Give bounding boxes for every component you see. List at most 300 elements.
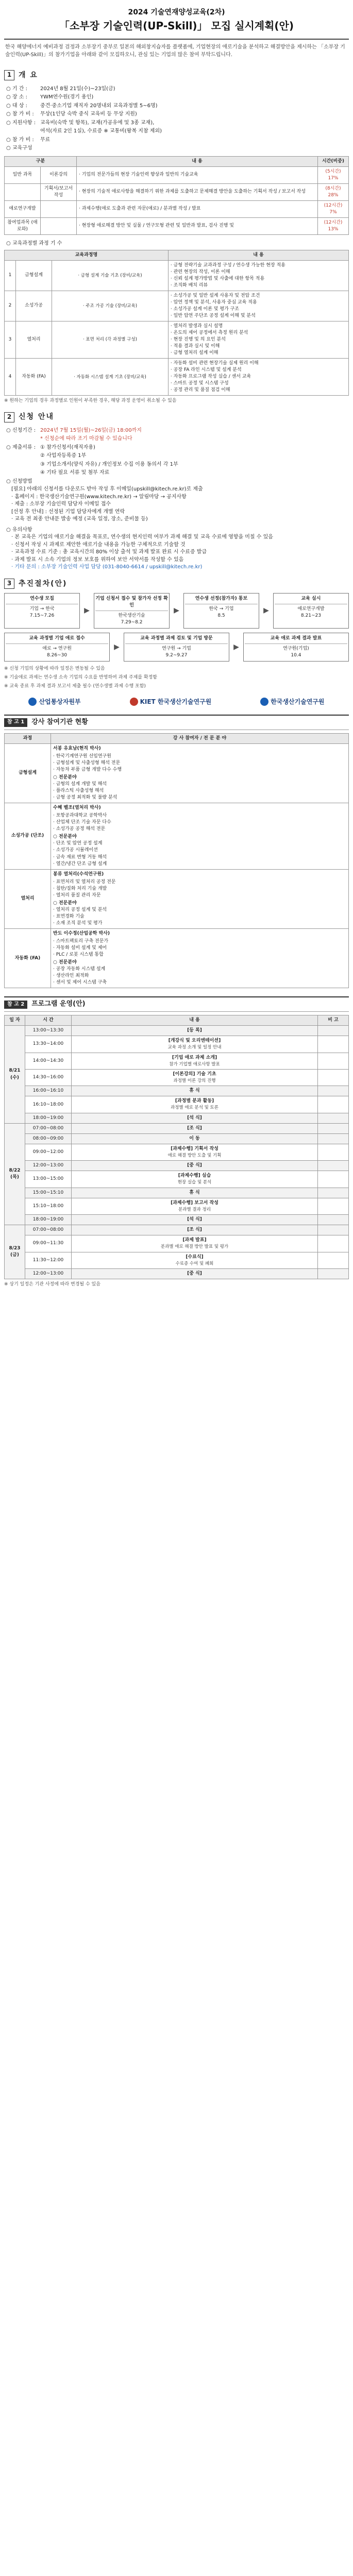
- step-title: 연수생 모집: [6, 596, 78, 604]
- application-item: [6, 444, 349, 452]
- item-value: 교육비(숙박 및 항목), 교재(가공유에 및 3종 교재),: [40, 120, 155, 126]
- process-note: ※ 신청 기업의 상황에 따라 일정은 변동될 수 있음: [4, 666, 105, 672]
- item-value: [40, 478, 349, 486]
- schedule-row: [5, 1188, 349, 1198]
- process-step: [4, 633, 110, 662]
- cell-date: 8/22 (목): [5, 1123, 25, 1225]
- expertise-item: · 금형 공정 최적화 및 불량 분석: [53, 795, 117, 801]
- cell-content: [72, 1096, 318, 1113]
- cell-content: [72, 1171, 318, 1188]
- cell-content: [72, 1036, 318, 1053]
- expertise-item: · 표면경화 기술: [53, 913, 85, 919]
- cell-instructor: [51, 928, 349, 988]
- table-row: [5, 321, 349, 358]
- instructor-career: · 한국기계연구원 선임연구원: [53, 753, 111, 759]
- cell-course: 자동화 (FA): [5, 928, 51, 988]
- section-number: 2: [4, 412, 14, 422]
- cell-no: 2: [5, 291, 16, 321]
- process-step: [4, 593, 80, 629]
- item-key: ○ 신청방법: [6, 478, 32, 484]
- cell-content: · 현장의 기술적 애로사항을 해결하기 위한 과제를 도출하고 문제해결 방안을 도출하는 기획서 작성 / 보고서 작성: [77, 183, 318, 200]
- process-flow-2: [4, 633, 349, 662]
- cell-content: [72, 1188, 318, 1198]
- step-who: 기업 → 한국: [29, 606, 55, 612]
- item-value: * 신청순에 따라 조기 마감될 수 있습니다: [40, 436, 132, 442]
- cell-note: [318, 1070, 349, 1086]
- arrow-right-icon: ▶: [114, 643, 120, 652]
- instructor-name: 반도 이수정(산업공학 박사): [53, 930, 110, 936]
- cell-note: [318, 1188, 349, 1198]
- cell-note: [318, 1215, 349, 1225]
- cell-track: 열처리: [16, 321, 52, 358]
- cell-note: [318, 1053, 349, 1069]
- cell-content: [72, 1144, 318, 1160]
- cell-note: [318, 1161, 349, 1171]
- session-title: 휴 식: [189, 1088, 200, 1094]
- item-value: ② 사업자등록증 1부: [40, 453, 87, 459]
- instructor-career: · 열처리 품질 관리 자문: [53, 892, 101, 898]
- th-detail: 내 용: [168, 250, 348, 260]
- cell-time: 12:00~13:00: [25, 1161, 72, 1171]
- cell-no: 3: [5, 321, 16, 358]
- intro-text: 한국 해양에너지 예비과정 검정과 소부장기 중부로 일본의 해외창지습자를 플랫폼에, 기업현장의 애로기술을 분석하고 해결방안을 제시하는 「소부장 기술인력(UP-Skill)」의 참가기업을 아래와 같이 모집하오니, 관심 있는 기업의 많은 참여 부탁드립니다.: [5, 44, 345, 58]
- reference-title: 프로그램 운영(안): [31, 1000, 86, 1008]
- cell-time: 14:30~16:00: [25, 1070, 72, 1086]
- track-item: · 금형 열처리 설계 이해: [170, 350, 218, 356]
- cell-content: [72, 1252, 318, 1268]
- cell-note: [318, 1086, 349, 1096]
- cell-content: · 현장형 애로해결 방안 및 실물 / 연구모형 관련 및 일반과 발표, 검사 진행 및: [77, 217, 318, 234]
- section-title: 개 요: [19, 71, 38, 80]
- cell-instructor: [51, 803, 349, 869]
- item-value: YWM연수원(경기 용인): [40, 94, 94, 100]
- reference-tag: 참 고 1: [4, 718, 27, 727]
- method-line: · 홈페이지 : 한국생산기술연구원(www.kitech.re.kr) → 알림마당 → 공지사항: [11, 494, 187, 500]
- logo-text: 한국생산기술연구원: [271, 698, 325, 705]
- cell-note: [318, 1268, 349, 1279]
- cell-track: 금형설계: [16, 260, 52, 291]
- instructor-career: · 포항공과대학교 공학박사: [53, 813, 107, 819]
- expertise-label: ○ 전문분야: [53, 774, 77, 780]
- session-title: [중 식]: [187, 1163, 202, 1168]
- session-subtitle: 애로 해결 방안 도출 및 기획: [167, 1153, 222, 1158]
- cell-note: [318, 1235, 349, 1252]
- cell-note: [318, 1171, 349, 1188]
- instructor-row: [5, 928, 349, 988]
- track-item: · 적용 결과 실시 및 이해: [170, 344, 220, 349]
- schedule-row: [5, 1053, 349, 1069]
- cell-sub: [41, 200, 77, 217]
- track-item: · 일반 압연 주단조 공정 설계 이해 및 분석: [170, 313, 256, 318]
- expertise-item: · 공장 자동화 시스템 설계: [53, 967, 106, 972]
- expertise-item: · 단조 및 압연 공정 설계: [53, 841, 103, 846]
- process-step: [94, 593, 170, 629]
- overview-item: [6, 102, 349, 111]
- session-subtitle: 현장 실습 및 분석: [177, 1180, 212, 1185]
- step-date: 8.26~30: [47, 653, 68, 658]
- cell-track-detail: · 표면 처리 (각 과정별 구성): [52, 321, 169, 358]
- session-title: [수료식]: [186, 1254, 204, 1260]
- schedule-row: [5, 1113, 349, 1123]
- application-item: [6, 469, 349, 478]
- instructor-career: · 표면처리 및 열처리 공정 전문: [53, 879, 116, 885]
- table-row: [5, 359, 349, 396]
- arrow-right-icon: ▶: [233, 643, 239, 652]
- table-row: [5, 291, 349, 321]
- cell-time: 18:00~19:00: [25, 1113, 72, 1123]
- instructor-table: [4, 733, 349, 989]
- reference-2-header: [4, 996, 349, 1012]
- item-key: ○ 지원사항 :: [6, 120, 36, 126]
- expertise-label: ○ 전문분야: [53, 900, 77, 906]
- schedule-row: [5, 1268, 349, 1279]
- cell-track: 소성가공: [16, 291, 52, 321]
- session-subtitle: 교육 과정 소개 및 일정 안내: [167, 1045, 222, 1050]
- curriculum-table: [4, 156, 349, 235]
- th-track: 교육과정명: [5, 250, 169, 260]
- application-method: [4, 486, 349, 523]
- item-value: 2024년 7월 15일(월)~26일(금) 18:00까지: [40, 427, 142, 433]
- session-title: [과제수행] 실습: [178, 1173, 211, 1179]
- overview-item: [6, 136, 349, 145]
- overview-item: [6, 93, 349, 102]
- th-category: 구분: [5, 156, 77, 166]
- notice-label: ○ 유의사항: [6, 527, 32, 533]
- notice-line: · 본 교육은 기업의 애로기술 해결을 목표로, 연수생의 현지인력 여부가 과제 해결 및 교육 수료에 영향을 미칠 수 있음: [11, 534, 273, 540]
- item-key: [6, 461, 40, 469]
- step-who: 연구원(기업): [283, 646, 309, 652]
- table-row: [5, 200, 349, 217]
- section-title: 신청 안내: [19, 413, 54, 421]
- step-who: 연구원 → 기업: [162, 646, 191, 652]
- schedule-row: [5, 1070, 349, 1086]
- cell-track-detail: · 금형 설계 기술 기초 (장비/교육): [52, 260, 169, 291]
- section-number: 3: [4, 579, 14, 589]
- session-subtitle: 과정별 애로 분석 및 토론: [171, 1105, 218, 1111]
- cell-items: [168, 260, 348, 291]
- cell-items: [168, 359, 348, 396]
- organization-logo: [260, 698, 324, 706]
- cell-group: [5, 183, 41, 200]
- item-value: 중견·중소기업 재직자 20명내외 교육과정별 5~6명): [40, 103, 158, 109]
- cell-no: 1: [5, 260, 16, 291]
- cell-date: 8/23 (금): [5, 1225, 25, 1279]
- step-title: 기업 신청서 접수 및 참가자 선정 확인: [95, 596, 168, 611]
- instructor-row: [5, 803, 349, 869]
- cell-course: 금형설계: [5, 743, 51, 803]
- cell-time: 16:10~18:00: [25, 1096, 72, 1113]
- cell-note: [318, 1026, 349, 1036]
- application-item: [6, 478, 349, 486]
- session-subtitle: 수료증 수여 및 폐회: [175, 1261, 214, 1266]
- cell-content: [72, 1235, 318, 1252]
- title-line1: 2024 기술연재양성교육(2차): [128, 8, 225, 16]
- session-title: [조 식]: [187, 1125, 202, 1131]
- cell-content: [72, 1123, 318, 1133]
- overview-item: [6, 85, 349, 94]
- track-table-label: ○ 교육과정별 과정 기 수: [6, 241, 62, 247]
- cell-group: 일반 과목: [5, 166, 41, 183]
- track-item: · 금형 전략기술 교과과정 구성 / 연수생 가능한 현장 적용: [170, 262, 285, 268]
- step-who: 애로 → 연구원: [42, 646, 72, 652]
- item-value: 여석(자료 2인 1실), 수료증 ※ 교통비(왕복 지참 제외): [40, 128, 162, 134]
- cell-group: 참여업과목 (애로와): [5, 217, 41, 234]
- track-item: · 현장 진행 및 의 요인 분석: [170, 337, 226, 343]
- cell-time: 14:00~14:30: [25, 1053, 72, 1069]
- schedule-row: [5, 1026, 349, 1036]
- method-line: [선정 후 안내] : 선정된 기업 담당자에게 개별 연락: [11, 509, 125, 515]
- item-key: ○ 제출서류 :: [6, 444, 36, 450]
- notice-list: [4, 534, 349, 571]
- process-note: ※ 교육 종료 후 과제 결과 보고서 제출 필수 (연수생별 과제 수행 포함): [4, 684, 146, 689]
- overview-item: [6, 144, 349, 153]
- item-key: ○ 장 소 :: [6, 94, 27, 100]
- th-course: 과정: [5, 733, 51, 743]
- track-item: · 자동화 프로그램 작성 실습 / 센서 교육: [170, 374, 251, 380]
- cell-content: [72, 1133, 318, 1144]
- track-item: · 열처리 발생과 실시 설명: [170, 323, 223, 329]
- session-title: [과제 발표]: [182, 1238, 207, 1243]
- notice-line: · 교육과정 수료 기준 : 총 교육시간의 80% 이상 출석 및 과제 발표 완료 시 수료증 발급: [11, 549, 207, 555]
- expertise-item: · 금속 재료 변형 거동 해석: [53, 854, 107, 860]
- th-content: 내 용: [72, 1015, 318, 1026]
- step-date: 8.5: [217, 613, 225, 619]
- logo-text: 산업통상자원부: [39, 698, 81, 705]
- item-value: 2024년 8월 21일(수)~23일(금): [40, 86, 115, 92]
- session-title: [석 식]: [187, 1217, 202, 1223]
- logo-emblem-icon: [260, 698, 268, 706]
- cell-note: [318, 1096, 349, 1113]
- schedule-row: [5, 1215, 349, 1225]
- notice-line: · 기타 문의 : 소부장 기술인력 사업 담당 (031-8040-6614 / upskill@kitech.re.kr): [11, 564, 203, 570]
- cell-content: [72, 1053, 318, 1069]
- process-step: [273, 593, 349, 629]
- cell-sub: [41, 217, 77, 234]
- section-2-header: [4, 412, 349, 422]
- cell-content: [72, 1113, 318, 1123]
- session-subtitle: 과정별 이론 강의 진행: [173, 1078, 216, 1084]
- session-title: [과제수행] 기획서 작성: [171, 1146, 218, 1151]
- logo-emblem-icon: [130, 698, 138, 706]
- overview-list: [4, 85, 349, 153]
- th-note: 비 고: [318, 1015, 349, 1026]
- track-item: · 관련 현장의 작성, 이론 이해: [170, 269, 230, 275]
- notice-line: · 과제 발표 시 소속 기업의 정보 보호를 위하여 보안 서약서를 작성할 수 있음: [11, 556, 184, 563]
- cell-content: [72, 1215, 318, 1225]
- cell-content: [72, 1070, 318, 1086]
- cell-items: [168, 321, 348, 358]
- method-line: · 교육 전 최종 안내문 발송 예정 (교육 일정, 장소, 준비물 등): [11, 516, 148, 522]
- th-instructor: 강 사 참여자 / 전 문 분 야: [51, 733, 349, 743]
- item-key: [6, 435, 40, 443]
- expertise-item: · 센서 및 제어 시스템 구축: [53, 980, 107, 986]
- session-subtitle: 분과별 애로 해결 방안 발표 및 평가: [160, 1244, 229, 1250]
- cell-items: [168, 291, 348, 321]
- instructor-career: · 자동화 설비 설계 및 제어: [53, 945, 107, 951]
- table-note: ※ 원하는 기업의 경우 과정별로 인원이 부족한 경우, 해당 과정 운영이 취소될 수 있음: [4, 398, 177, 404]
- cell-note: [318, 1113, 349, 1123]
- track-item: · 소성가공 설계 이론 및 평가 구조: [170, 306, 239, 312]
- application-item: [6, 452, 349, 461]
- cell-sub: 기획서/보고서 작성: [41, 183, 77, 200]
- instructor-career: · 스마트팩토리 구축 전문가: [53, 939, 109, 944]
- session-title: [개강식 및 오리엔테이션]: [168, 1038, 221, 1044]
- cell-time: 15:10~18:00: [25, 1198, 72, 1214]
- cell-content: [72, 1026, 318, 1036]
- overview-item: [6, 110, 349, 119]
- cell-content: [72, 1198, 318, 1214]
- schedule-row: [5, 1036, 349, 1053]
- item-key: ○ 참 가 비 :: [6, 137, 34, 143]
- track-item: · 온도의 제어 공정에서 측정 원리 분석: [170, 330, 248, 335]
- method-line: [필요] 아래의 신청서를 다운로드 받아 작성 후 이메일(upskill@kitech.re.kr)로 제출: [11, 486, 203, 493]
- cell-time: 18:00~19:00: [25, 1215, 72, 1225]
- item-value: ④ 기타 필요 서류 및 첨부 자료: [40, 470, 110, 476]
- step-who: 한국 → 기업: [209, 606, 234, 612]
- item-value: ③ 기업소개서(양식 자유) / 개인정보 수집 이용 동의서 각 1부: [40, 461, 178, 467]
- session-title: 휴 식: [189, 1190, 200, 1195]
- cell-note: [318, 1123, 349, 1133]
- step-date: 7.29~8.2: [121, 620, 143, 625]
- track-item: · 스마트 공정 및 시스템 구성: [170, 381, 229, 386]
- cell-time: 07:00~08:00: [25, 1123, 72, 1133]
- cell-instructor: [51, 743, 349, 803]
- schedule-row: [5, 1144, 349, 1160]
- expertise-item: · 열간/냉간 단조 금형 설계: [53, 861, 107, 867]
- item-key: ○ 교육구성: [6, 145, 32, 151]
- cell-time: (5시간) 17%: [318, 166, 349, 183]
- schedule-row: [5, 1086, 349, 1096]
- cell-time: 08:00~09:00: [25, 1133, 72, 1144]
- instructor-career: · 금형설계 및 사출성형 해석 전문: [53, 760, 121, 766]
- expertise-item: · 생산라인 최적화: [53, 973, 89, 979]
- instructor-career: · 자동차 부품 금형 개발 다수 수행: [53, 767, 122, 772]
- item-key: [6, 452, 40, 460]
- cell-time: 11:30~12:00: [25, 1252, 72, 1268]
- expertise-item: · 열처리 공정 설계 및 분석: [53, 907, 107, 912]
- arrow-right-icon: ▶: [174, 606, 179, 615]
- cell-time: (12시간) 13%: [318, 217, 349, 234]
- cell-note: [318, 1036, 349, 1053]
- schedule-row: [5, 1252, 349, 1268]
- cell-time: 07:00~08:00: [25, 1225, 72, 1235]
- step-title: 교육 과정별 기업 애로 접수: [6, 635, 108, 644]
- item-key: ○ 기 간 :: [6, 86, 27, 92]
- track-item: · 압연 정책 및 분석, 사용자 중심 교육 적용: [170, 299, 257, 305]
- step-title: 교육 애로 과제 결과 발표: [245, 635, 347, 644]
- item-key: ○ 참 가 비 :: [6, 111, 34, 117]
- cell-content: [72, 1268, 318, 1279]
- step-who: 한국생산기술: [118, 613, 145, 619]
- process-step: [124, 633, 229, 662]
- cell-time: (12시간) 7%: [318, 200, 349, 217]
- notice-line: · 신청서 작성 시 과제로 제안한 애로기술 내용을 가능한 구체적으로 기술할 것: [11, 541, 186, 548]
- instructor-career: · 산업체 단조 기술 자문 다수: [53, 820, 111, 825]
- step-title: 교육 실시: [275, 596, 347, 604]
- item-value: [40, 145, 349, 152]
- section-3-header: [4, 579, 349, 589]
- cell-time: 09:00~12:00: [25, 1144, 72, 1160]
- table-row: [5, 260, 349, 291]
- cell-content: [72, 1225, 318, 1235]
- session-subtitle: 분과별 결과 정리: [178, 1207, 211, 1212]
- instructor-name: 수혜 벨조(열처리 박사): [53, 805, 101, 811]
- overview-item: [6, 119, 349, 128]
- cell-course: 소성가공 (단조): [5, 803, 51, 869]
- cell-sub: 이론강의: [41, 166, 77, 183]
- session-title: [기업 애로 과제 소개]: [172, 1055, 217, 1060]
- organization-logo: [130, 698, 212, 706]
- item-value: 무료: [40, 137, 51, 143]
- session-title: [과정별 분과 활동]: [175, 1098, 214, 1104]
- logo-text: KIET 한국생산기술연구원: [140, 698, 212, 705]
- section-1-header: [4, 70, 349, 80]
- session-title: 이 동: [189, 1136, 200, 1141]
- instructor-row: [5, 743, 349, 803]
- step-date: 8.21~23: [300, 613, 321, 619]
- schedule-row: [5, 1161, 349, 1171]
- cell-time: 13:00~15:00: [25, 1171, 72, 1188]
- schedule-row: [5, 1198, 349, 1214]
- track-item: · 공정 관리 및 품질 점검 이해: [170, 387, 230, 393]
- application-item: [6, 461, 349, 469]
- instructor-career: · PLC / 로봇 시스템 통합: [53, 952, 104, 958]
- session-title: [중 식]: [187, 1270, 202, 1276]
- cell-content: [72, 1086, 318, 1096]
- section-number: 1: [4, 70, 14, 80]
- process-notes: [4, 666, 349, 690]
- instructor-career: · 소성가공 공정 해석 전문: [53, 826, 106, 832]
- cell-time: 13:30~14:00: [25, 1036, 72, 1053]
- step-date: 7.15~7.26: [29, 613, 55, 619]
- organization-logo: [28, 698, 80, 706]
- process-step: [183, 593, 259, 629]
- section-title: 추진절차(안): [19, 579, 68, 588]
- th-content: 내 용: [77, 156, 318, 166]
- arrow-right-icon: ▶: [84, 606, 90, 615]
- cell-note: [318, 1198, 349, 1214]
- th-time: 시간(비중): [318, 156, 349, 166]
- expertise-label: ○ 전문분야: [53, 834, 77, 840]
- step-date: 10.4: [291, 653, 301, 658]
- cell-note: [318, 1252, 349, 1268]
- reference-title: 강사 참여기관 현황: [31, 718, 88, 726]
- overview-item: [6, 127, 349, 136]
- step-title: 연수생 선정(참가자) 통보: [185, 596, 258, 604]
- title-divider: [4, 39, 349, 40]
- arrow-right-icon: ▶: [263, 606, 269, 615]
- track-item: · 조직화 배치 리뷰: [170, 282, 208, 288]
- expertise-label: ○ 전문분야: [53, 960, 77, 965]
- cell-track-detail: · 주조 가공 기술 (장비/교육): [52, 291, 169, 321]
- application-list: [4, 427, 349, 486]
- schedule-row: [5, 1225, 349, 1235]
- expertise-item: · 소성가공 시뮬레이션: [53, 848, 98, 853]
- track-item: · 자동화 설비 관련 현장기술 실제 원리 이해: [170, 361, 259, 366]
- cell-content: · 기업의 전문가들의 현장 기술인력 향상과 일반의 기술교육: [77, 166, 318, 183]
- schedule-row: [5, 1235, 349, 1252]
- session-title: [조 식]: [187, 1227, 202, 1233]
- expertise-item: · 금형의 설계 개발 및 해석: [53, 782, 107, 787]
- process-note: ※ 기술애로 과제는 연수생 소속 기업의 수요를 반영하여 과제 주제를 확정함: [4, 675, 157, 681]
- item-key: [6, 128, 40, 135]
- item-key: [6, 469, 40, 477]
- track-item: · 공장 FA 라인 시스템 및 설계 분석: [170, 367, 242, 373]
- cell-track: 자동화 (FA): [16, 359, 52, 396]
- method-line: · 제출 : 소부장 기술인력 담당자 이메일 접수: [11, 501, 111, 507]
- instructor-name: 서봉 유효남(현직 박사): [53, 745, 101, 751]
- session-subtitle: 참가 기업별 애로사항 발표: [169, 1061, 220, 1067]
